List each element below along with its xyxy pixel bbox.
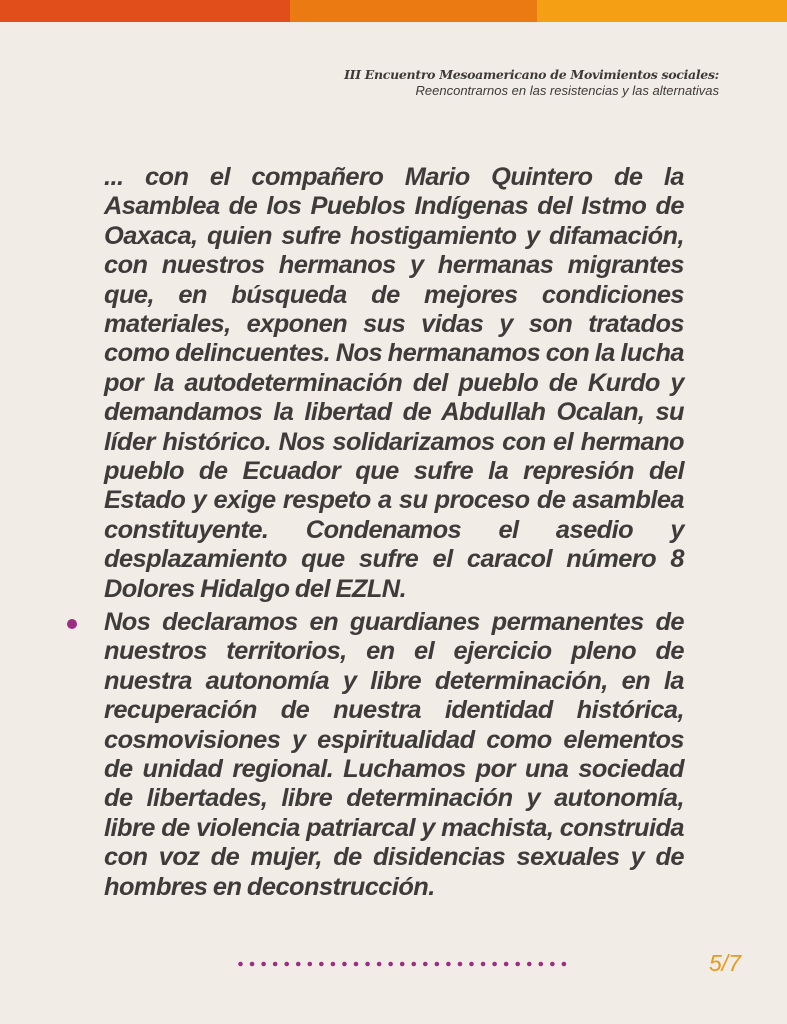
divider-dot	[539, 962, 544, 967]
divider-dot	[261, 962, 266, 967]
bullet-icon	[67, 619, 77, 629]
divider-dot	[238, 962, 243, 967]
divider-dot	[458, 962, 463, 967]
divider-dot	[377, 962, 382, 967]
divider-dot	[423, 962, 428, 967]
divider-dot	[296, 962, 301, 967]
bullet-paragraph: Nos declaramos en guardianes permanentes de nuestros territorios, en el ejercicio pleno de nuestra autonomía y libre determinación, en la recuperación de nuestra identidad histórica, cosmovisiones y espiritualidad como elementos de unidad regional. Luchamos por una sociedad de libertades, libre determinación y autonomía, libre de violencia patriarcal y machista, construida con voz de mujer, de disidencias sexuales y de hombres en deconstrucción.	[104, 608, 684, 901]
divider-dot	[504, 962, 509, 967]
divider-dot	[250, 962, 255, 967]
divider-dot	[273, 962, 278, 967]
divider-dot	[435, 962, 440, 967]
divider-dot	[550, 962, 555, 967]
divider-dot	[331, 962, 336, 967]
divider-dot	[481, 962, 486, 967]
divider-dot	[562, 962, 567, 967]
divider-dot	[284, 962, 289, 967]
document-header	[344, 67, 719, 99]
body-paragraph: ... con el compañero Mario Quintero de la Asamblea de los Pueblos Indígenas del Istmo de Oaxaca, quien sufre hostigamiento y difamación, con nuestros hermanos y hermanas migrantes que, en búsqueda de mejores condiciones materiales, exponen sus vidas y son tratados como delincuentes. Nos hermanamos con la lucha por la autodeterminación del pueblo de Kurdo y demandamos la libertad de Abdullah Ocalan, su líder histórico. Nos solidarizamos con el hermano pueblo de Ecuador que sufre la represión del Estado y exige respeto a su proceso de asamblea constituyente. Condenamos el asedio y desplazamiento que sufre el caracol número 8 Dolores Hidalgo del EZLN.	[104, 163, 684, 603]
divider-dot	[411, 962, 416, 967]
top-bar-segment-orange	[290, 0, 537, 22]
dotted-divider	[238, 959, 578, 969]
divider-dot	[469, 962, 474, 967]
divider-dot	[342, 962, 347, 967]
divider-dot	[365, 962, 370, 967]
divider-dot	[354, 962, 359, 967]
page-number: 5/7	[709, 950, 741, 976]
divider-dot	[515, 962, 520, 967]
divider-dot	[319, 962, 324, 967]
top-bar-segment-yellow	[537, 0, 787, 22]
divider-dot	[400, 962, 405, 967]
header-subtitle: Reencontrarnos en las resistencias y las alternativas	[415, 83, 719, 98]
divider-dot	[308, 962, 313, 967]
top-color-bar	[0, 0, 787, 22]
header-title: III Encuentro Mesoamericano de Movimientos sociales:	[344, 67, 719, 82]
divider-dot	[527, 962, 532, 967]
divider-dot	[388, 962, 393, 967]
divider-dot	[446, 962, 451, 967]
divider-dot	[492, 962, 497, 967]
top-bar-segment-red	[0, 0, 290, 22]
